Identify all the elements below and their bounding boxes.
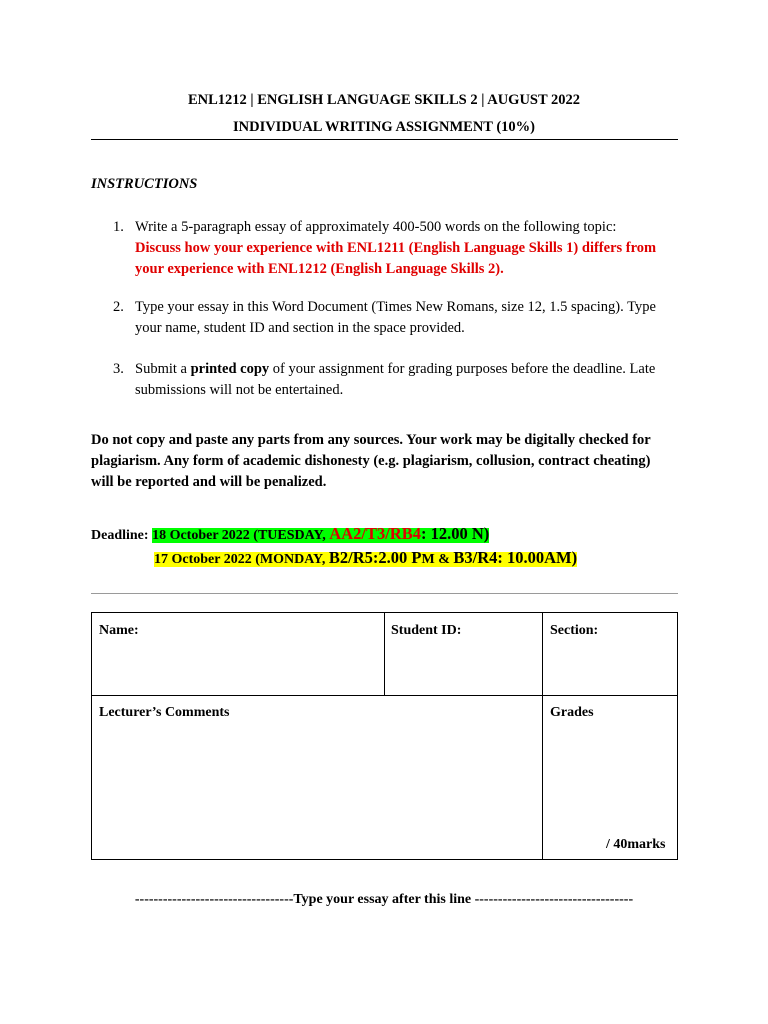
item-number: 1. xyxy=(113,219,124,235)
deadline-time-1: : 12.00 N) xyxy=(420,524,490,543)
name-label: Name: xyxy=(99,623,139,638)
deadline-highlight-green xyxy=(152,524,490,543)
deadline-date-1: 18 October 2022 (TUESDAY, xyxy=(152,528,330,543)
section-divider xyxy=(91,593,678,594)
deadline-groups-2a: B2/R5:2.00 P xyxy=(328,548,422,567)
marks-total: / 40marks xyxy=(606,837,666,852)
table-col-divider-1 xyxy=(384,613,385,695)
grades-label: Grades xyxy=(550,705,594,720)
deadline-pm: M xyxy=(421,552,435,567)
section-label: Section: xyxy=(550,623,599,638)
item-text-before: Submit a xyxy=(135,361,191,377)
instructions-heading: INSTRUCTIONS xyxy=(91,176,198,192)
item-text: Type your essay in this Word Document (Times New Romans, size 12, 1.5 spacing). Type your name, student ID and section in the space provided. xyxy=(135,299,656,336)
printed-copy-emphasis: printed copy xyxy=(190,361,270,377)
deadline-line-2 xyxy=(154,548,577,568)
plagiarism-warning: Do not copy and paste any parts from any sources. Your work may be digitally checked for plagiarism. Any form of academic dishonesty (e.g. plagiarism, collusion, contract cheating) will be reported and will be penalized. xyxy=(91,432,651,490)
deadline-date-2: 17 October 2022 (MONDAY, xyxy=(154,552,329,567)
item-text-after: of your assignment for grading purposes before the deadline. Late submissions will not be entertained. xyxy=(135,361,656,398)
deadline-time-2: : 10.00AM) xyxy=(497,548,578,567)
deadline-amp: & xyxy=(434,552,454,567)
deadline-line-1 xyxy=(91,524,489,544)
item-number: 2. xyxy=(113,299,124,315)
student-info-table xyxy=(91,612,678,860)
deadline-groups-2b: B3/R4 xyxy=(453,548,498,567)
header-divider xyxy=(91,139,678,140)
table-row-divider xyxy=(92,695,677,696)
deadline-label: Deadline: xyxy=(91,528,153,543)
student-id-label: Student ID: xyxy=(391,623,462,638)
course-title: ENL1212 | ENGLISH LANGUAGE SKILLS 2 | AUGUST 2022 xyxy=(187,92,581,108)
essay-start-separator: ----------------------------------Type your essay after this line ---------------------------------- xyxy=(134,892,634,907)
lecturer-comments-label: Lecturer’s Comments xyxy=(99,705,230,720)
item-number: 3. xyxy=(113,361,124,377)
essay-topic: Discuss how your experience with ENL1211 (English Language Skills 1) differs from your experience with ENL1212 (English Language Skills 2). xyxy=(135,240,657,277)
deadline-highlight-yellow xyxy=(154,548,578,567)
table-col-divider-2 xyxy=(542,613,543,859)
deadline-groups-1: AA2/T3/RB4 xyxy=(329,524,421,543)
assignment-title: INDIVIDUAL WRITING ASSIGNMENT (10%) xyxy=(232,119,535,135)
item-text: Write a 5-paragraph essay of approximately 400-500 words on the following topic: xyxy=(135,219,617,235)
